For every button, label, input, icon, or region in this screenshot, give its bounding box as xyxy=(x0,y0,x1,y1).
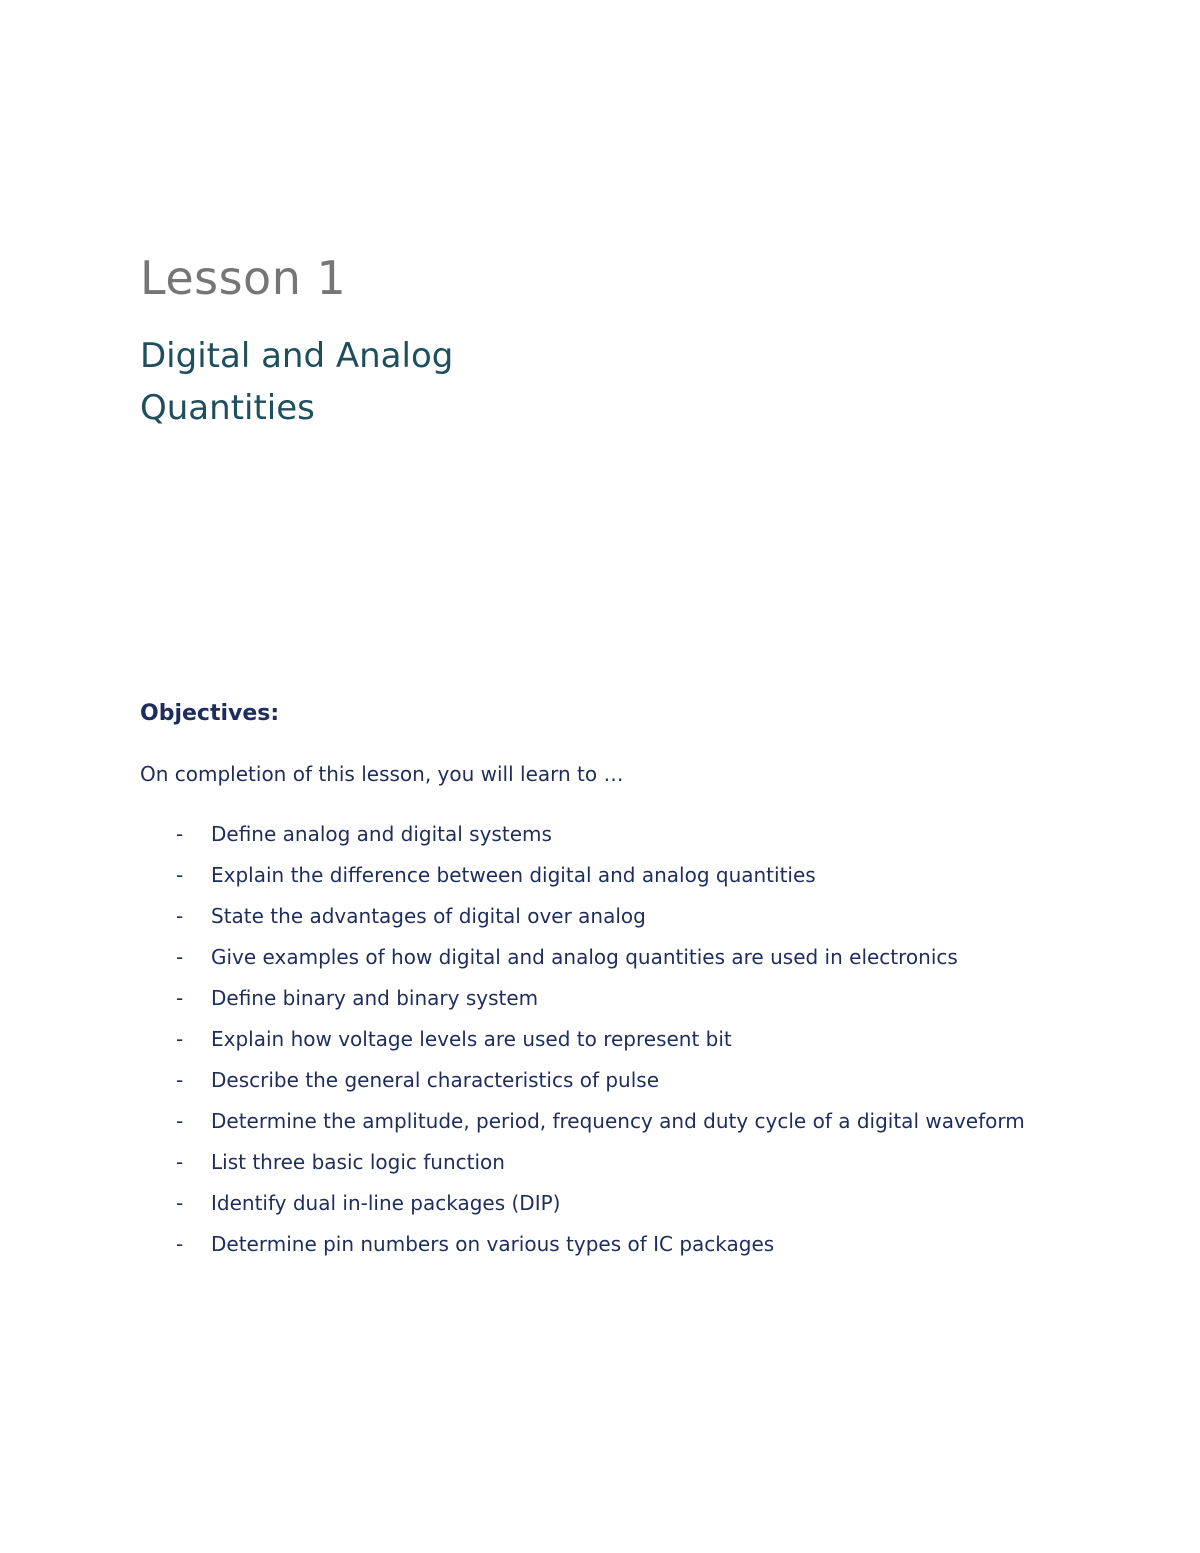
bullet-dash: - xyxy=(176,1150,184,1174)
objectives-intro: On completion of this lesson, you will learn to … xyxy=(140,762,624,786)
objective-item xyxy=(140,1060,1040,1101)
objective-item xyxy=(140,855,1040,896)
bullet-dash: - xyxy=(176,904,184,928)
objective-item xyxy=(140,1142,1040,1183)
objective-item xyxy=(140,1101,1040,1142)
objective-item xyxy=(140,1019,1040,1060)
bullet-dash: - xyxy=(176,822,184,846)
bullet-dash: - xyxy=(176,986,184,1010)
bullet-dash: - xyxy=(176,1232,184,1256)
lesson-title xyxy=(140,330,453,434)
bullet-dash: - xyxy=(176,1109,184,1133)
objective-text: Determine pin numbers on various types of IC packages xyxy=(211,1232,775,1256)
objective-item xyxy=(140,937,1040,978)
lesson-number: Lesson 1 xyxy=(140,251,347,305)
bullet-dash: - xyxy=(176,945,184,969)
objective-text: Define analog and digital systems xyxy=(211,822,552,846)
objective-text: Define binary and binary system xyxy=(211,986,539,1010)
objective-item xyxy=(140,896,1040,937)
lesson-title-line-2: Quantities xyxy=(140,388,315,428)
objective-item xyxy=(140,1183,1040,1224)
objectives-list xyxy=(140,814,1040,1265)
objectives-heading: Objectives: xyxy=(140,701,280,726)
bullet-dash: - xyxy=(176,1068,184,1092)
objective-text: State the advantages of digital over analog xyxy=(211,904,646,928)
lesson-title-line-1: Digital and Analog xyxy=(140,336,454,376)
objective-text: Explain how voltage levels are used to represent bit xyxy=(211,1027,732,1051)
objective-text: Give examples of how digital and analog quantities are used in electronics xyxy=(211,945,958,969)
objective-item xyxy=(140,1224,1040,1265)
objective-item xyxy=(140,978,1040,1019)
bullet-dash: - xyxy=(176,1027,184,1051)
objective-item xyxy=(140,814,1040,855)
objective-text: Identify dual in-line packages (DIP) xyxy=(211,1191,561,1215)
bullet-dash: - xyxy=(176,1191,184,1215)
objective-text: List three basic logic function xyxy=(211,1150,505,1174)
objective-text: Describe the general characteristics of pulse xyxy=(211,1068,660,1092)
objective-text: Explain the difference between digital and analog quantities xyxy=(211,863,816,887)
bullet-dash: - xyxy=(176,863,184,887)
objective-text: Determine the amplitude, period, frequency and duty cycle of a digital waveform xyxy=(211,1109,1025,1133)
